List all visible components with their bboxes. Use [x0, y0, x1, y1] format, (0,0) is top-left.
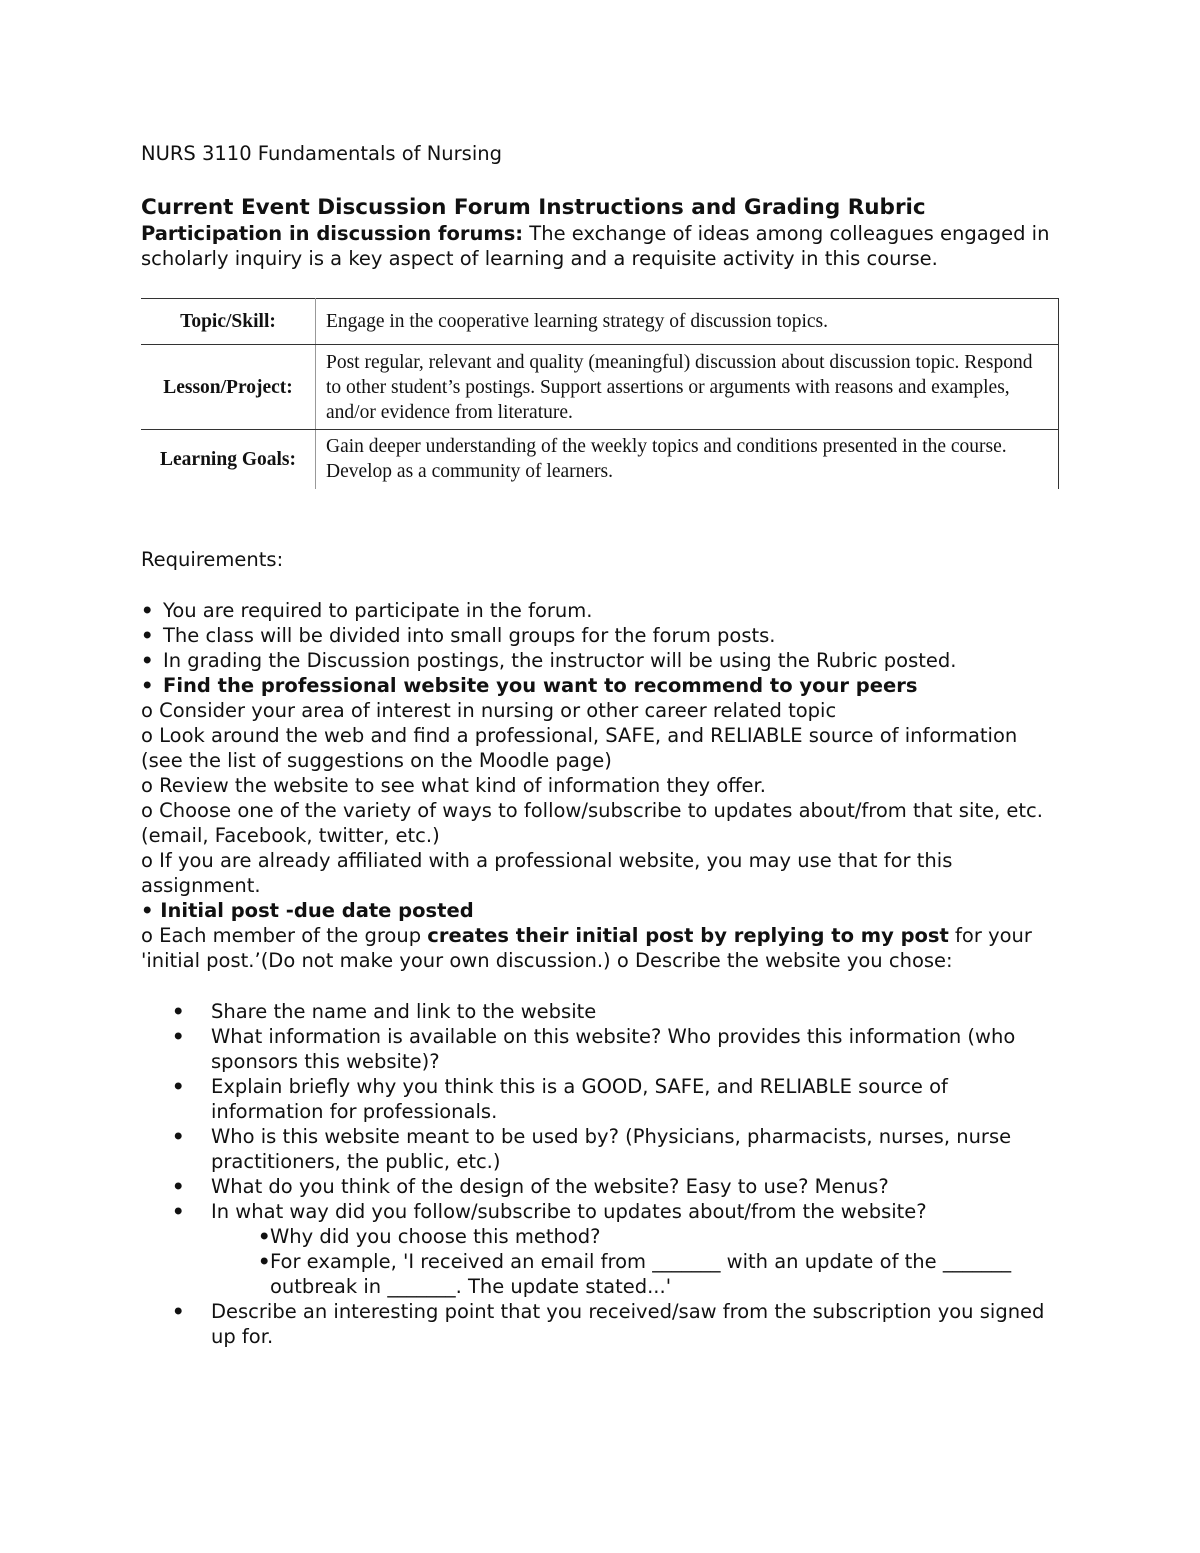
- intro-paragraph: [141, 221, 1061, 271]
- sub-item: o Choose one of the variety of ways to follow/subscribe to updates about/from that site, etc. (email, Facebook, twitter, etc.): [141, 798, 1043, 847]
- nested-item: • For example, 'I received an email from _______ with an update of the _______ outbreak in _______. The update stated...': [211, 1249, 1061, 1299]
- requirements-heading: Requirements:: [141, 547, 284, 571]
- sub-item: o Review the website to see what kind of information they offer.: [141, 773, 766, 797]
- initial-post-heading: • Initial post -due date posted: [141, 898, 474, 922]
- table-row: [141, 345, 1059, 430]
- row-label: Lesson/Project:: [141, 345, 316, 430]
- each-member-paragraph: [141, 923, 1061, 973]
- text: In what way did you follow/subscribe to updates about/from the website?: [211, 1199, 927, 1223]
- list-item: • What information is available on this website? Who provides this information (who sponsors this website)?: [141, 1024, 1061, 1074]
- bold-text: creates their initial post by replying to my post: [427, 923, 949, 947]
- list-item: • Find the professional website you want to recommend to your peers: [141, 673, 1061, 698]
- list-item: • The class will be divided into small groups for the forum posts.: [141, 623, 1061, 648]
- course-name: NURS 3110 Fundamentals of Nursing: [141, 142, 502, 165]
- list-item: [141, 1199, 1061, 1299]
- list-item: • In grading the Discussion postings, the instructor will be using the Rubric posted.: [141, 648, 1061, 673]
- list-item: • Describe an interesting point that you received/saw from the subscription you signed up for.: [141, 1299, 1061, 1349]
- sub-item: o Consider your area of interest in nursing or other career related topic: [141, 698, 837, 722]
- describe-list: [141, 999, 1061, 1349]
- document-title: Current Event Discussion Forum Instructions and Grading Rubric: [141, 195, 926, 220]
- list-item: • What do you think of the design of the website? Easy to use? Menus?: [141, 1174, 1061, 1199]
- nested-item: • Why did you choose this method?: [211, 1224, 1061, 1249]
- sub-item: o If you are already affiliated with a professional website, you may use that for this assignment.: [141, 848, 953, 897]
- objectives-table: [141, 298, 1059, 489]
- sub-item: o Look around the web and find a professional, SAFE, and RELIABLE source of information (see the list of suggestions on the Moodle page): [141, 723, 1018, 772]
- row-value: Gain deeper understanding of the weekly topics and conditions presented in the course. Develop as a community of learners.: [316, 430, 1059, 489]
- table-row: [141, 430, 1059, 489]
- table-row: [141, 299, 1059, 345]
- list-item: • Share the name and link to the website: [141, 999, 1061, 1024]
- intro-text: The exchange of ideas among colleagues engaged in scholarly inquiry is a key aspect of learning and a requisite activity in this course.: [141, 222, 1050, 270]
- document-page: [141, 141, 1061, 1349]
- intro-bold: Participation in discussion forums:: [141, 222, 524, 245]
- text: o Each member of the group: [141, 923, 428, 947]
- nested-list: [211, 1224, 1061, 1299]
- text: for your 'initial post.’(Do not make your own discussion.) o Describe the website you chose:: [141, 923, 1032, 972]
- list-item: • You are required to participate in the forum.: [141, 598, 1061, 623]
- list-item: • Who is this website meant to be used by? (Physicians, pharmacists, nurses, nurse practitioners, the public, etc.): [141, 1124, 1061, 1174]
- row-label: Topic/Skill:: [141, 299, 316, 345]
- row-label: Learning Goals:: [141, 430, 316, 489]
- row-value: Post regular, relevant and quality (meaningful) discussion about discussion topic. Respond to other student’s postings. Support assertions or arguments with reasons and examples, and/or evidence from literature.: [316, 345, 1059, 430]
- requirements-list: [141, 598, 1061, 698]
- row-value: Engage in the cooperative learning strategy of discussion topics.: [316, 299, 1059, 345]
- list-item: • Explain briefly why you think this is a GOOD, SAFE, and RELIABLE source of information for professionals.: [141, 1074, 1061, 1124]
